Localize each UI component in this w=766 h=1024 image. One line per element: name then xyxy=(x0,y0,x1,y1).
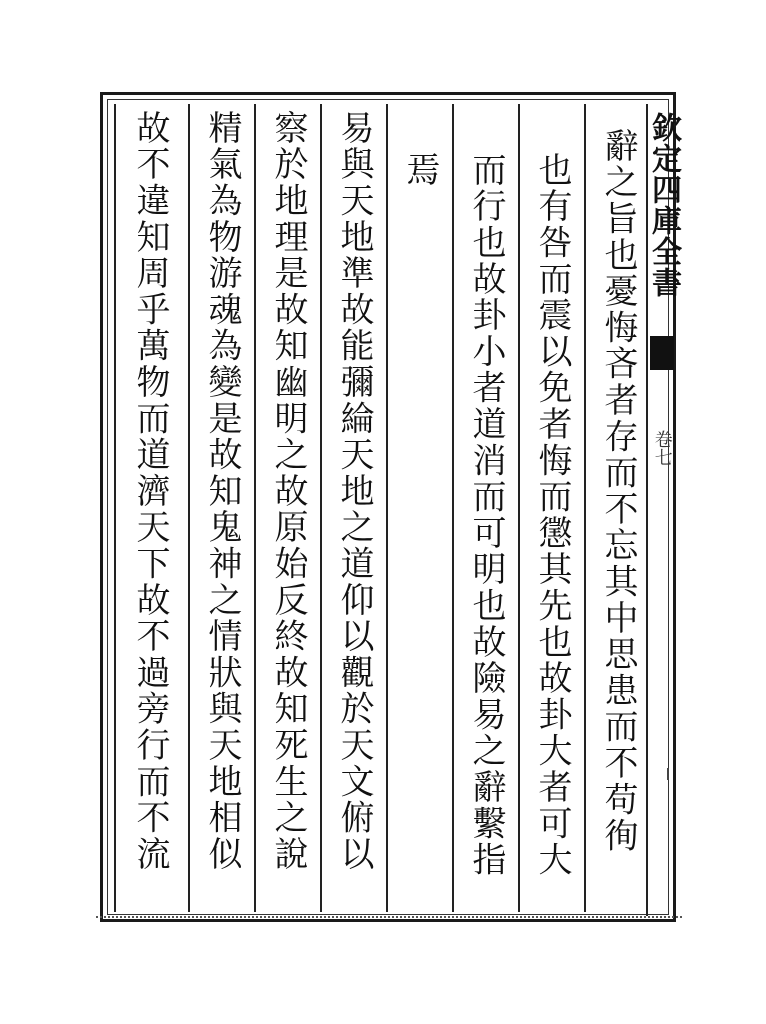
bottom-border-noise xyxy=(96,916,682,928)
column-text: 故不違知周乎萬物而道濟天下故不過旁行而不流 xyxy=(130,110,170,873)
text-column-6 xyxy=(256,110,320,918)
column-text: 易與天地準故能彌綸天地之道仰以觀於天文俯以 xyxy=(334,110,374,873)
column-text: 精氣為物游魂為變是故知鬼神之情狀與天地相似 xyxy=(202,110,242,873)
margin-tick xyxy=(667,768,669,780)
column-text: 焉 xyxy=(400,152,440,189)
text-column-1 xyxy=(586,128,650,936)
text-column-3 xyxy=(454,152,518,960)
text-column-2 xyxy=(520,152,584,960)
text-column-7 xyxy=(190,110,254,918)
text-column-8 xyxy=(118,110,182,918)
column-text: 辭之旨也憂悔吝者存而不忘其中思患而不苟徇 xyxy=(598,128,638,854)
book-title: 欽定四庫全書 xyxy=(646,112,681,298)
text-column-5 xyxy=(322,110,386,918)
column-text: 也有咎而震以免者悔而懲其先也故卦大者可大 xyxy=(532,152,572,878)
chapter-label: 卷七 xyxy=(651,430,673,466)
column-text: 察於地理是故知幽明之故原始反終故知死生之說 xyxy=(268,110,308,873)
margin-block xyxy=(650,336,674,370)
column-text: 而行也故卦小者道消而可明也故險易之辭繫指 xyxy=(466,152,506,878)
column-rule xyxy=(114,104,116,912)
text-column-4 xyxy=(388,152,452,960)
